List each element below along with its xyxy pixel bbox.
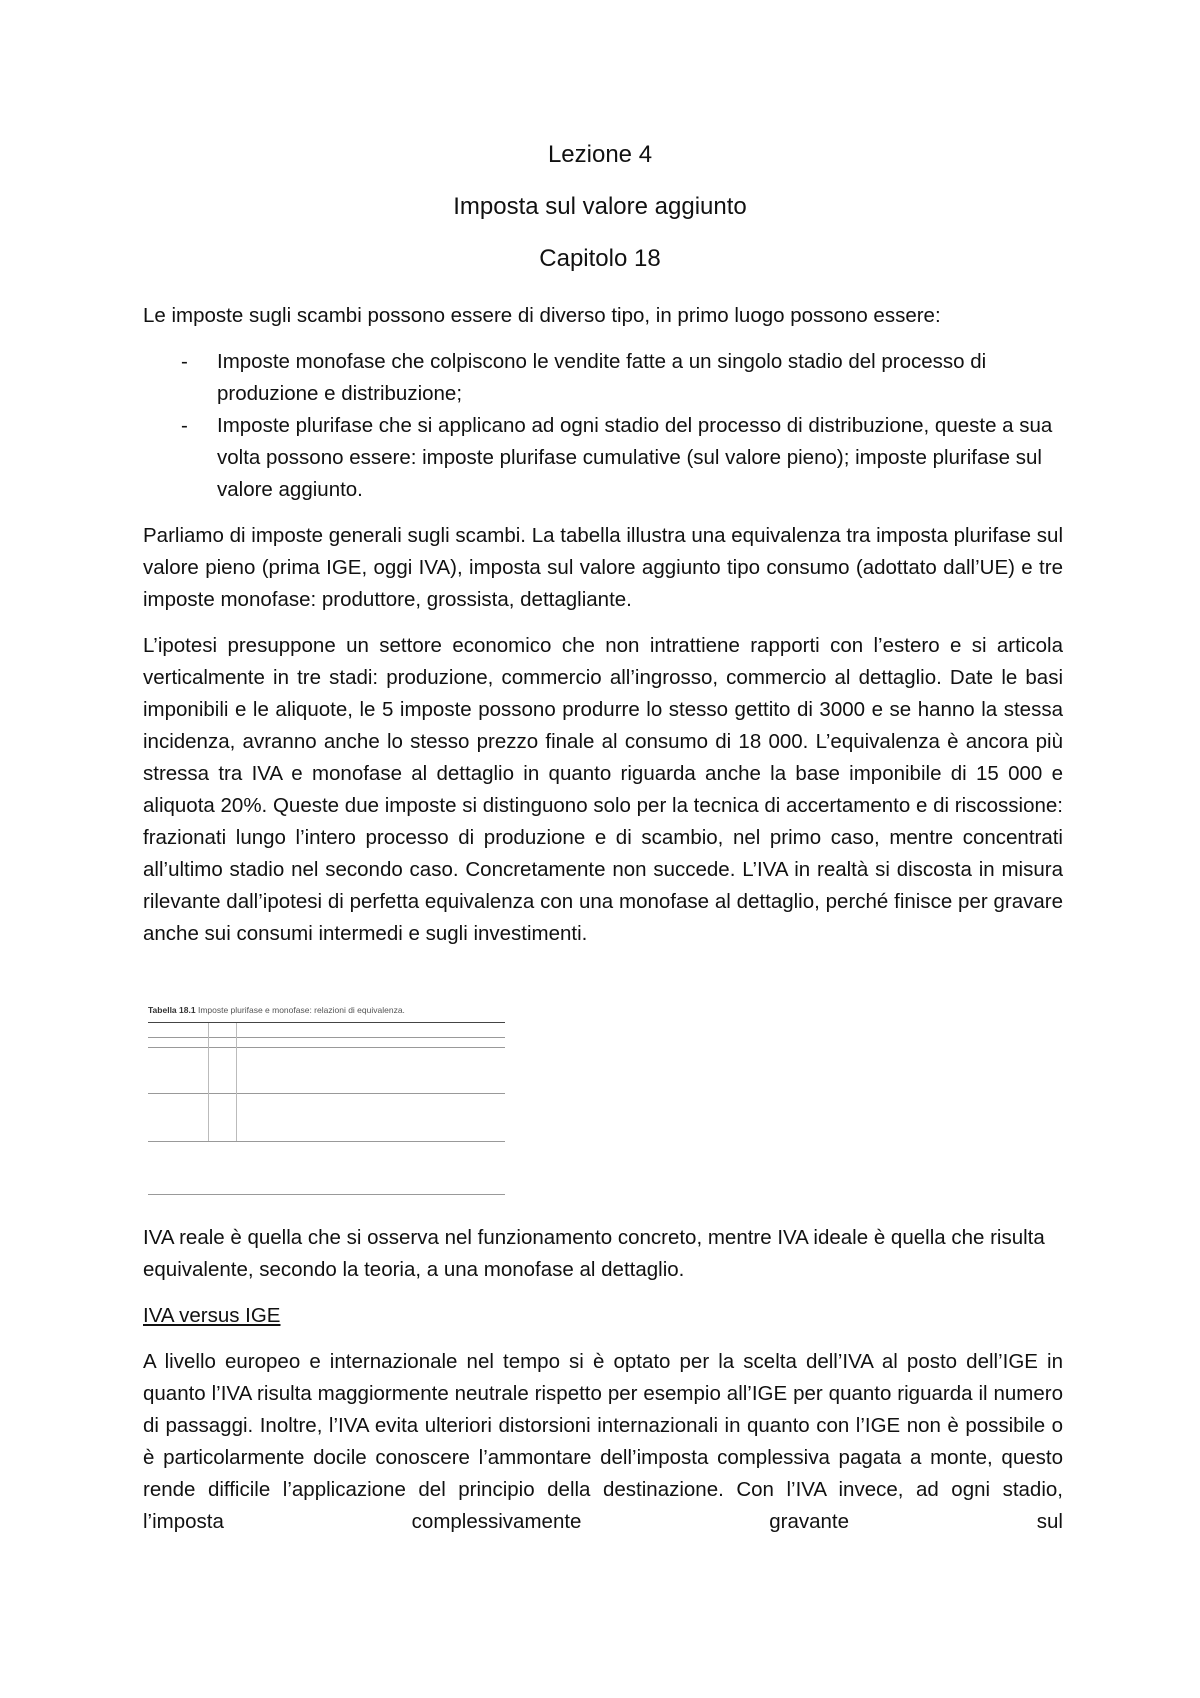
table-rule [148,1141,505,1142]
dash-bullet: - [181,414,188,437]
table-divider [236,1023,237,1141]
bullet-list [143,346,1063,506]
list-item-text: Imposte monofase che colpiscono le vendite fatte a un singolo stadio del processo di produzione e distribuzione; [217,350,987,405]
title-block [0,140,1200,296]
chapter-title: Capitolo 18 [539,245,661,272]
paragraph: Parliamo di imposte generali sugli scambi. La tabella illustra una equivalenza tra imposta plurifase sul valore pieno (prima IGE, oggi IVA), imposta sul valore aggiunto tipo consumo (adottato dall’UE) e tre imposte monofase: produttore, grossista, dettagliante. [143,524,1063,611]
caption-label: Tabella 18.1 [148,1005,196,1015]
list-item [143,410,1063,506]
dash-bullet: - [181,350,188,373]
paragraph: A livello europeo e internazionale nel tempo si è optato per la scelta dell’IVA al posto dell’IGE in quanto l’IVA risulta maggiormente neutrale rispetto per esempio all’IGE per quanto riguarda il numero di passaggi. Inoltre, l’IVA evita ulteriori distorsioni internazionali in quanto con l’IGE non è possibile o è particolarmente docile conoscere l’ammontare dell’imposta complessiva pagata a monte, questo rende difficile l’applicazione del principio della destinazione. Con l’IVA invece, ad ogni stadio, l’imposta complessivamente gravante sul [143,1350,1063,1533]
table-figure [148,1004,505,1196]
table-divider [208,1023,209,1141]
lower-text [143,1222,1063,1552]
paragraph: IVA reale è quella che si osserva nel funzionamento concreto, mentre IVA ideale è quella che risulta equivalente, secondo la teoria, a una monofase al dettaglio. [143,1226,1045,1281]
table-image [148,1022,505,1197]
list-item [143,346,1063,410]
figure-caption [148,1004,505,1016]
lesson-title: Lezione 4 [547,141,653,168]
main-text [143,300,1063,964]
list-item-text: Imposte plurifase che si applicano ad ogni stadio del processo di distribuzione, queste a sua volta possono essere: imposte plurifase cumulative (sul valore pieno); imposte plurifase sul valore aggiunto. [217,414,1053,501]
table-rule [148,1037,505,1038]
paragraph: L’ipotesi presuppone un settore economico che non intrattiene rapporti con l’estero e si articola verticalmente in tre stadi: produzione, commercio all’ingrosso, commercio al dettaglio. Date le basi imponibili e le aliquote, le 5 imposte possono produrre lo stesso gettito di 3000 e se hanno la stessa incidenza, avranno anche lo stesso prezzo finale al consumo di 18 000. L’equivalenza è ancora più stressa tra IVA e monofase al dettaglio in quanto riguarda anche la base imponibile di 15 000 e aliquota 20%. Queste due imposte si distinguono solo per la tecnica di accertamento e di riscossione: frazionati lungo l’intero processo di produzione e di scambio, nel primo caso, mentre concentrati all’ultimo stadio nel secondo caso. Concretamente non succede. L’IVA in realtà si discosta in misura rilevante dall’ipotesi di perfetta equivalenza con una monofase al dettaglio, perché finisce per gravare anche sui consumi intermedi e sugli investimenti. [143,634,1063,945]
intro-paragraph: Le imposte sugli scambi possono essere di diverso tipo, in primo luogo possono essere: [143,304,941,327]
section-heading: IVA versus IGE [143,1304,281,1327]
table-rule [148,1047,505,1048]
table-rule [148,1093,505,1094]
table-rule [148,1194,505,1195]
caption-text: Imposte plurifase e monofase: relazioni di equivalenza. [197,1005,405,1015]
topic-title: Imposta sul valore aggiunto [453,193,747,220]
